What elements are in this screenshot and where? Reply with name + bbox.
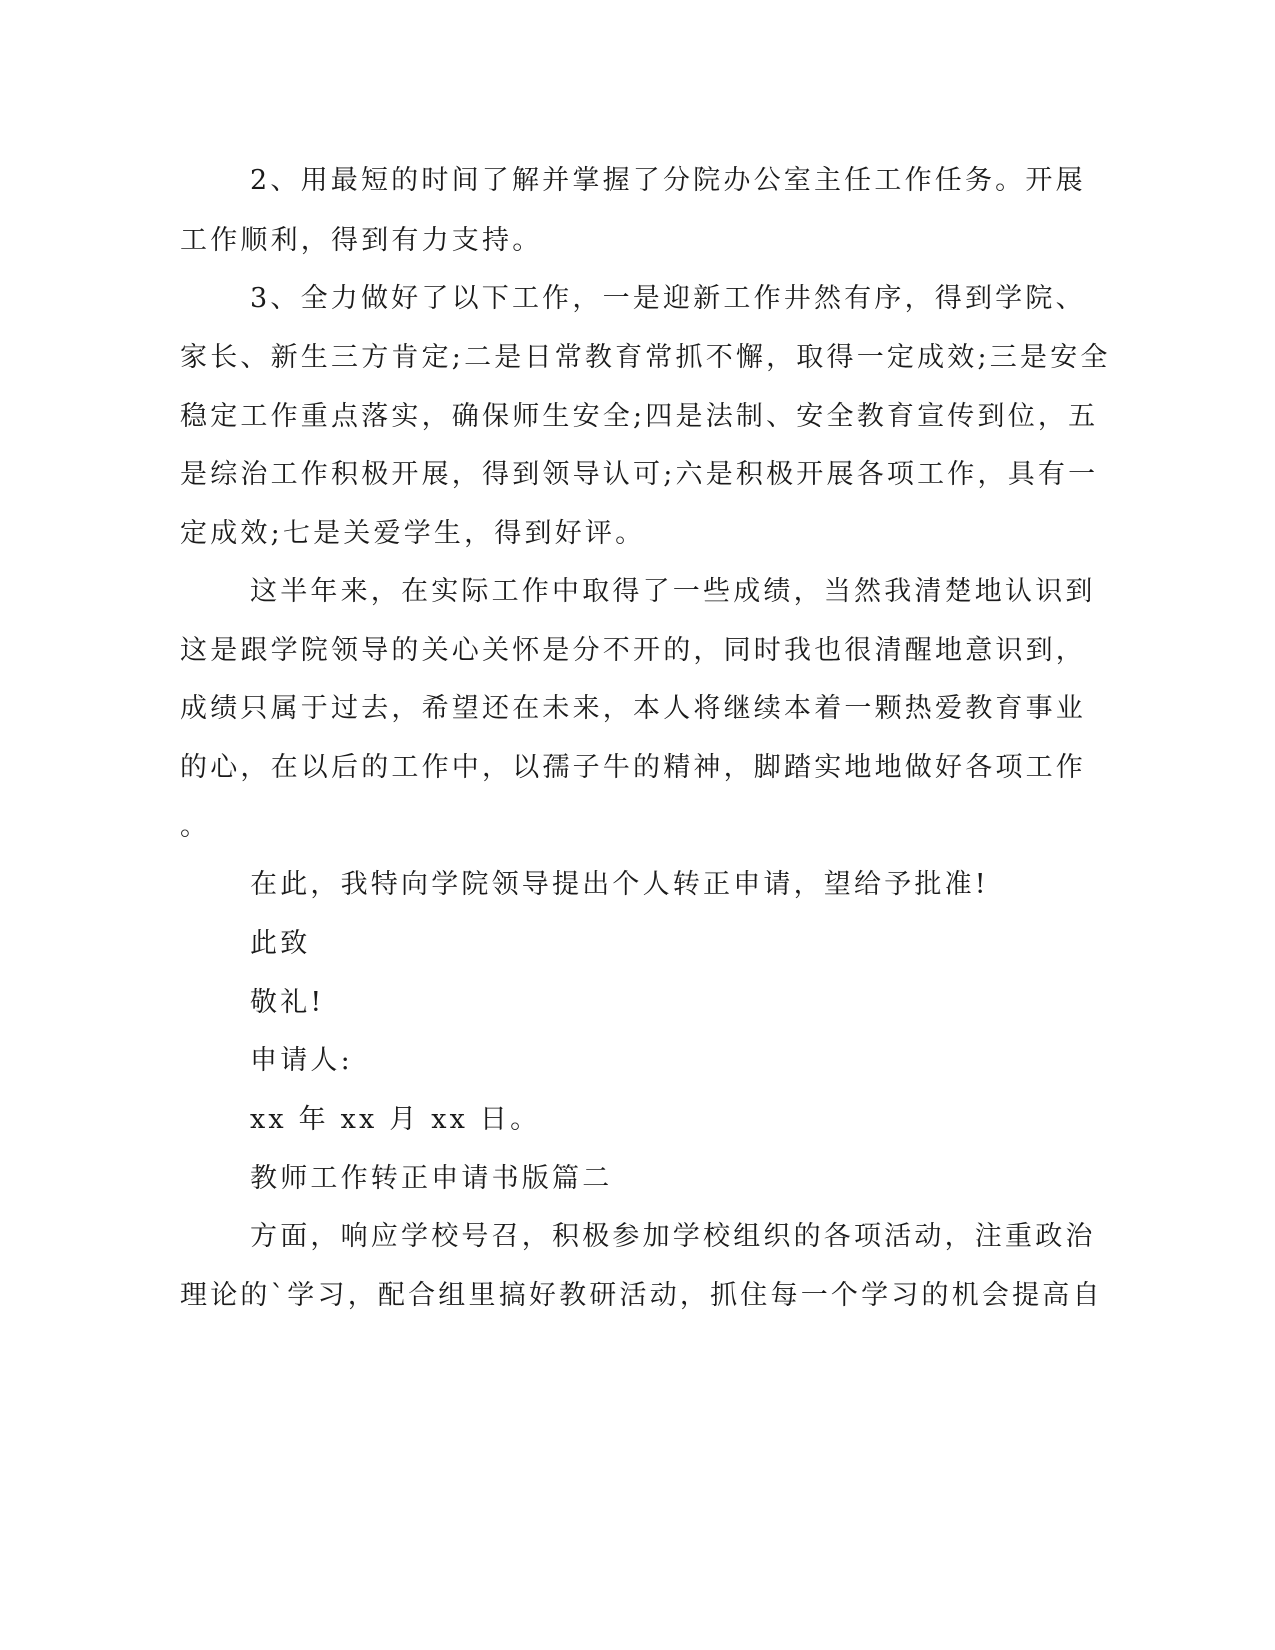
- paragraph-line: 家长、新生三方肯定;二是日常教育常抓不懈，取得一定成效;三是安全: [180, 342, 1111, 373]
- paragraph-line: 理论的`学习，配合组里搞好教研活动，抓住每一个学习的机会提高自: [180, 1280, 1103, 1311]
- paragraph-line: 2、用最短的时间了解并掌握了分院办公室主任工作任务。开展: [250, 165, 1086, 196]
- paragraph-line: 稳定工作重点落实，确保师生安全;四是法制、安全教育宣传到位，五: [180, 401, 1099, 432]
- paragraph-line: 方面，响应学校号召，积极参加学校组织的各项活动，注重政治: [250, 1221, 1096, 1252]
- closing-salutation: 此致: [250, 928, 311, 959]
- paragraph-line: 这是跟学院领导的关心关怀是分不开的，同时我也很清醒地意识到，: [180, 635, 1086, 666]
- paragraph-line: 3、全力做好了以下工作，一是迎新工作井然有序，得到学院、: [250, 283, 1086, 314]
- closing-regards: 敬礼!: [250, 987, 325, 1018]
- paragraph-line: 。: [180, 811, 211, 842]
- paragraph-line: 是综治工作积极开展，得到领导认可;六是积极开展各项工作，具有一: [180, 459, 1099, 490]
- paragraph-line: 成绩只属于过去，希望还在未来，本人将继续本着一颗热爱教育事业: [180, 693, 1086, 724]
- date-line: xx 年 xx 月 xx 日。: [250, 1104, 541, 1135]
- paragraph-line: 这半年来，在实际工作中取得了一些成绩，当然我清楚地认识到: [250, 576, 1096, 607]
- applicant-label: 申请人:: [250, 1045, 353, 1076]
- paragraph-line: 定成效;七是关爱学生，得到好评。: [180, 518, 646, 549]
- paragraph-line: 工作顺利，得到有力支持。: [180, 225, 543, 256]
- paragraph-line: 的心，在以后的工作中，以孺子牛的精神，脚踏实地地做好各项工作: [180, 752, 1086, 783]
- section-heading: 教师工作转正申请书版篇二: [250, 1163, 613, 1194]
- request-line: 在此，我特向学院领导提出个人转正申请，望给予批准!: [250, 869, 989, 900]
